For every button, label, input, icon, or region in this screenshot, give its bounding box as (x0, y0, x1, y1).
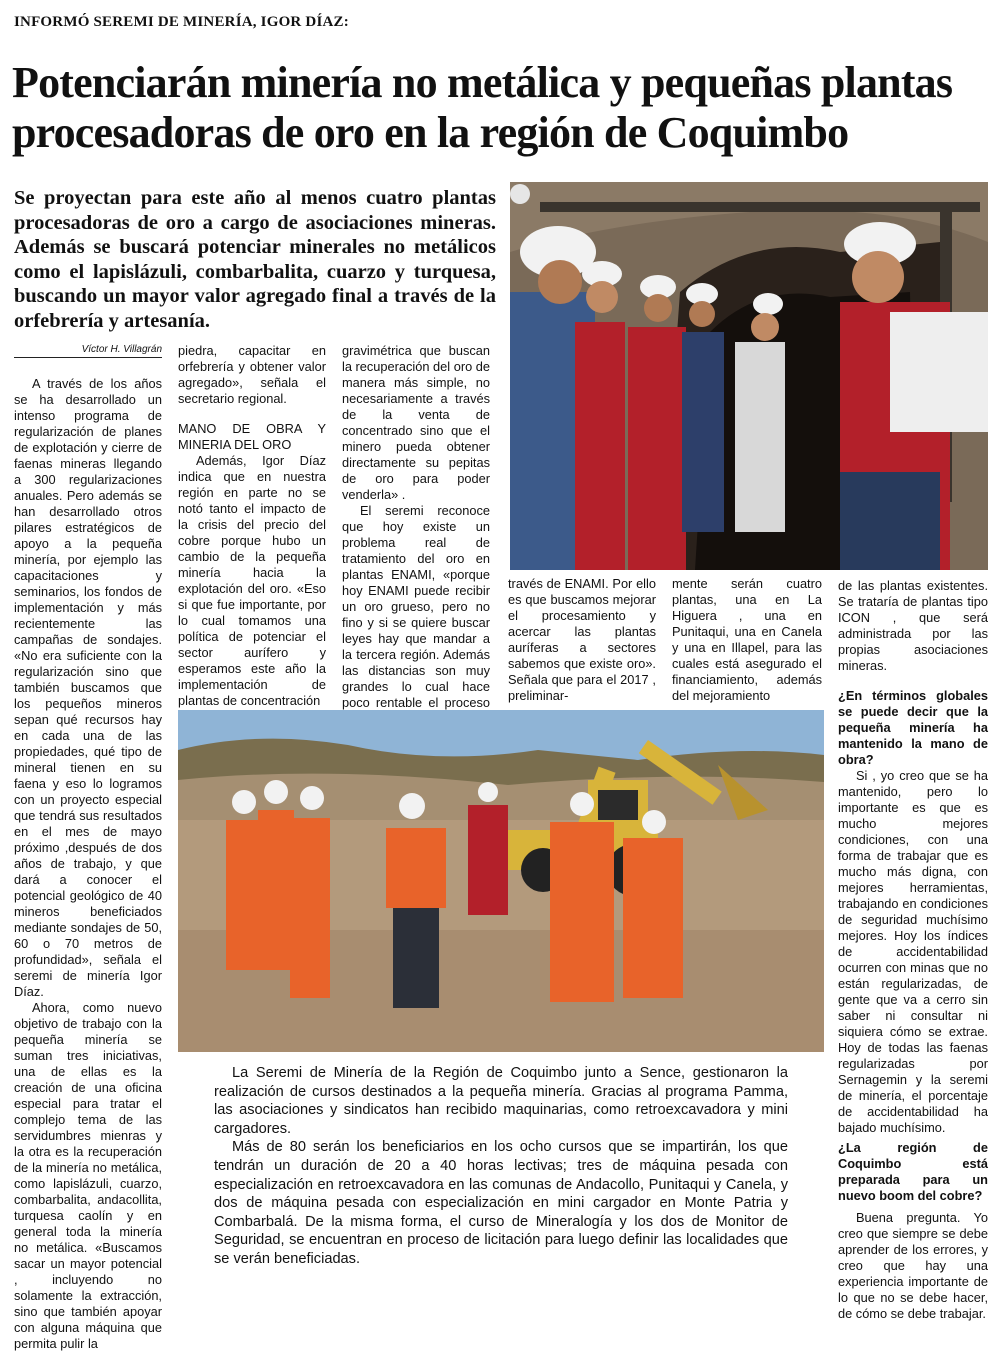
interview-answer: Si , yo creo que se ha mantenido, pero lo importante es que es mucho mejores condiciones, con una forma de trabajar que es mucho más digna, con mejores herramientas, trabajando en condiciones de seguridad muchísimo mejores. Hoy los índices de accidentabilidad ocurren con minas que no están regularizadas, de gente que va a cerro sin saber ni consultar ni siquiera cómo se extrae. Hoy de todas las faenas regularizadas por Sernagemin y la seremi de minería, el porcentaje de accidentabilidad ha bajado muchísimo. (838, 768, 988, 1135)
body-column-3 (342, 343, 490, 727)
headline: Potenciarán minería no metálica y pequeñas plantas procesadoras de oro en la región de Coquimbo (12, 58, 953, 157)
byline: Víctor H. Villagrán (14, 344, 162, 358)
body-column-1 (14, 376, 162, 1352)
body-paragraph: mente serán cuatro plantas, una en La Higuera , una en Punitaqui, una en Canela y una en Illapel, para las cuales está asegurado el financiamiento, además del mejoramiento (672, 576, 822, 703)
photo-caption (178, 1064, 824, 1302)
body-column-4 (508, 576, 656, 704)
body-paragraph: El seremi reconoce que hoy existe un problema real de tratamiento del oro en plantas ENAMI, «porque hoy ENAMI puede recibir un oro grueso, pero no fino y si se quiere buscar leyes hay que mandar a la tercera región. Además las distancias son muy grandes lo cual hace poco rentable el proceso (342, 503, 490, 710)
body-paragraph: de las plantas existentes. Se trataría de plantas tipo ICON , que será administrada por las propias asociaciones mineras. (838, 578, 988, 673)
body-paragraph: piedra, capacitar en orfebrería y obtener valor agregado», señala el secretario regional. (178, 343, 326, 406)
caption-paragraph: La Seremi de Minería de la Región de Coquimbo junto a Sence, gestionaron la realización de cursos destinados a la pequeña minería. Gracias al programa Pamma, las asociaciones y sindicatos han recibido maquinarias, como retroexcavadora y mini cargadores. (214, 1065, 788, 1137)
body-column-5 (672, 576, 822, 704)
body-column-6 (838, 578, 988, 1322)
body-column-2 (178, 343, 326, 709)
interview-question: ¿La región de Coquimbo está preparada para un nuevo boom del cobre? (838, 1140, 988, 1203)
body-paragraph: A través de los años se ha desarrollado un intenso programa de regularización de planes de explotación y cierre de faenas mineras llegando a 300 regularizaciones anuales. Pero además se han desarrollado otros pilares estratégicos de apoyo a la pequeña minería, por ejemplo las capacitaciones y seminarios, los fondos de implementación y más recientemente las campañas de sondajes. «No era suficiente con la regularización sino que también buscamos que los pequeños mineros sepan qué recursos hay en cada una de las propiedades, qué tipo de mineral tienen en su faena y eso lo logramos con un proyecto especial que tendrá sus resultados en el mes de mayo próximo ,después de dos años de trabajo, y que dará a conocer el potencial geológico de 40 mineros beneficiados mediante sondajes de 50, 60 o 70 metros de profundidad», señala el seremi de minería Igor Díaz. (14, 376, 162, 999)
interview-question: ¿En términos globales se puede decir que la pequeña minería ha mantenido la mano de obra? (838, 688, 988, 767)
kicker: INFORMÓ SEREMI DE MINERÍA, IGOR DÍAZ: (14, 14, 349, 30)
body-paragraph: gravimétrica que buscan la recuperación del oro de manera más simple, no necesariamente a través de la venta de concentrado sino que el minero pueda obtener directamente su pepitas de oro para poder venderla» . (342, 343, 490, 502)
lead-paragraph: Se proyectan para este año al menos cuatro plantas procesadoras de oro a cargo de asociaciones mineras. Además se buscará potenciar minerales no metálicos como el lapislázuli, combarbalita, cuarzo y turquesa, buscando un mayor valor agregado final a través de la orfebrería y artesanía. (14, 187, 496, 332)
section-subhead: MANO DE OBRA Y MINERIA DEL ORO (178, 421, 326, 452)
body-paragraph: través de ENAMI. Por ello es que buscamos mejorar el procesamiento y acercar las plantas auríferas a sectores sabemos que existe oro». Señala que para el 2017 , preliminar- (508, 576, 656, 703)
photo-training-site (178, 710, 824, 1052)
body-paragraph: Además, Igor Díaz indica que en nuestra región en parte no se notó tanto el impacto de la crisis del precio del cobre porque hubo un cambio de la pequeña minería hacia la explotación del oro. «Eso si que fue importante, por lo cual tomamos una política de potenciar el sector aurífero y esperamos este año la implementación de plantas de concentración (178, 453, 326, 708)
caption-paragraph: Más de 80 serán los beneficiarios en los ocho cursos que se impartirán, los que tendrán un duración de 20 a 40 horas lectivas; tres de máquina pesada con especialización en retroexcavadora en las comunas de Andacollo, Punitaqui y Canela, y dos de máquina pesada con especialización en mini cargador en Monte Patria y Combarbalá. De la misma forma, el curso de Mineralogía y los dos de Monitor de Seguridad, se encuentran en proceso de licitación para luego definir las localidades que se verán beneficiadas. (214, 1139, 788, 1267)
photo-mine-entrance (510, 182, 988, 570)
body-paragraph: Ahora, como nuevo objetivo de trabajo con la pequeña minería se suman tres iniciativas, una de ellas es la creación de una oficina especial para tratar el complejo tema de las servidumbres mienras y la otra es la recuperación de la minería no metálica, como lapislázuli, cuarzo, combarbalita, andacollita, turquesa caolín y en general toda la minería no metálica. «Buscamos sacar un mayor potencial , incluyendo no solamente la extracción, sino que también apoyar con alguna máquina que permita pulir la (14, 1000, 162, 1351)
interview-answer: Buena pregunta. Yo creo que siempre se debe aprender de los errores, y creo que hay una experiencia importante de lo que no se debe hacer, de cómo se debe trabajar. (838, 1210, 988, 1321)
